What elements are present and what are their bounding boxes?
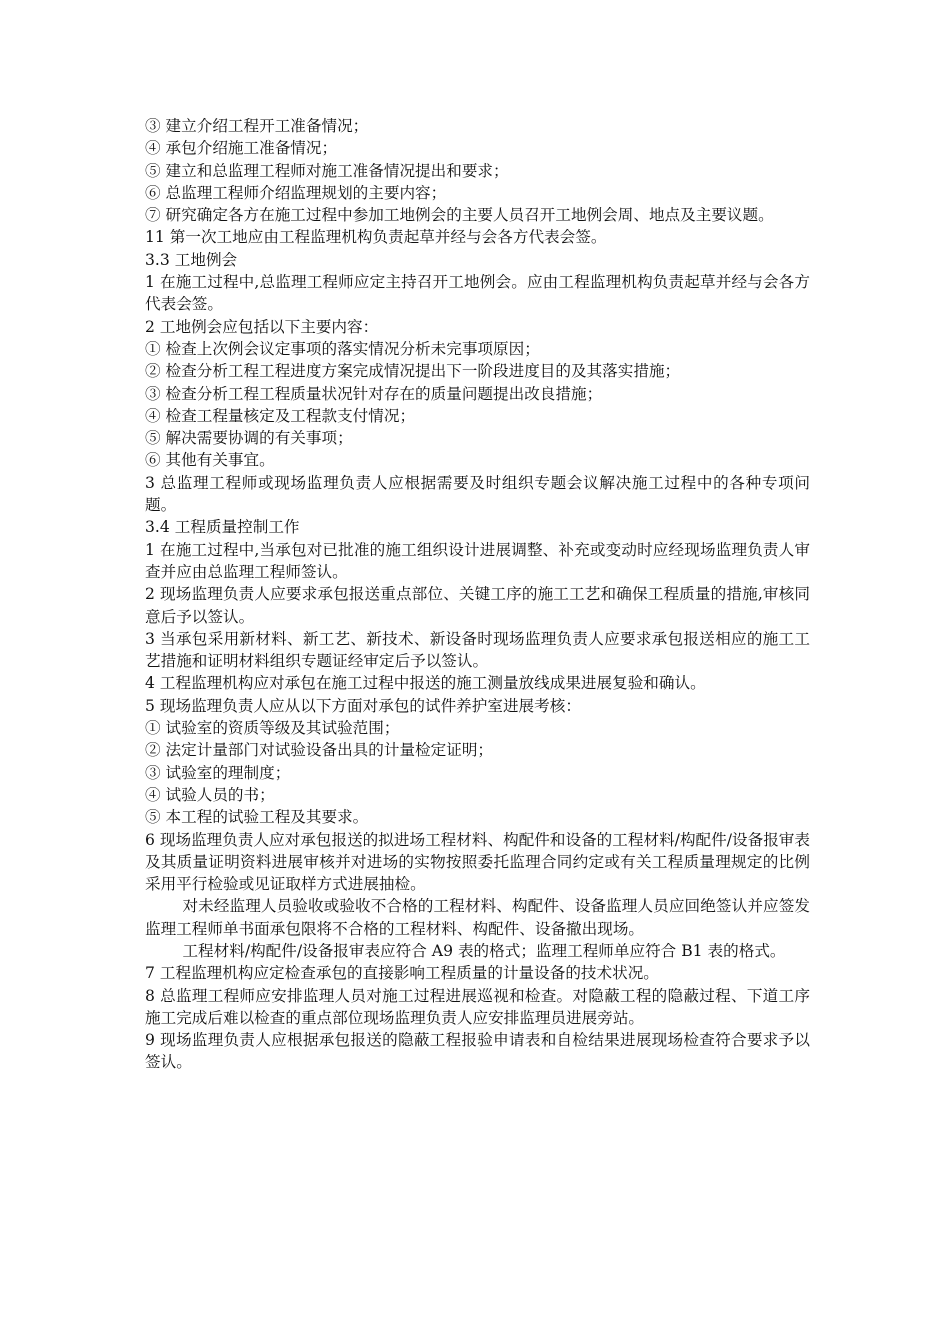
clause-3-4-1: 1 在施工过程中,当承包对已批准的施工组织设计进展调整、补充或变动时应经现场监理负责人审查并应由总监理工程师签认。 <box>145 540 810 581</box>
clause-11: 11 第一次工地应由工程监理机构负责起草并经与会各方代表会签。 <box>145 228 607 247</box>
document-page <box>145 115 810 1074</box>
list-item: ③ 试验室的理制度； <box>145 763 291 782</box>
indented-paragraph: 工程材料/构配件/设备报审表应符合 A9 表的格式；监理工程师单应符合 B1 表的格式。 <box>182 941 786 960</box>
clause-3-3-1: 1 在施工过程中,总监理工程师应定主持召开工地例会。应由工程监理机构负责起草并经与会各方代表会签。 <box>145 273 810 314</box>
clause-3-4-4: 4 工程监理机构应对承包在施工过程中报送的施工测量放线成果进展复验和确认。 <box>145 674 706 693</box>
clause-3-3-2: 2 工地例会应包括以下主要内容： <box>145 317 379 336</box>
list-item: ③ 检查分析工程工程质量状况针对存在的质量问题提出改良措施； <box>145 384 603 403</box>
clause-3-3-3: 3 总监理工程师或现场监理负责人应根据需要及时组织专题会议解决施工过程中的各种专项问题。 <box>145 473 810 515</box>
clause-3-4-6: 6 现场监理负责人应对承包报送的拟进场工程材料、构配件和设备的工程材料/构配件/设备报审表及其质量证明资料进展审核并对进场的实物按照委托监理合同约定或有关工程质量理规定的比例采用平行检验或见证取样方式进展抽检。 <box>145 830 810 894</box>
section-heading-3-4: 3.4 工程质量控制工作 <box>145 518 300 537</box>
list-item: ⑥ 其他有关事宜。 <box>145 451 275 470</box>
list-item: ⑤ 解决需要协调的有关事项； <box>145 429 353 448</box>
list-item: ④ 检查工程量核定及工程款支付情况； <box>145 406 416 425</box>
clause-3-4-9: 9 现场监理负责人应根据承包报送的隐蔽工程报验申请表和自检结果进展现场检查符合要求予以签认。 <box>145 1031 810 1072</box>
indented-paragraph: 对未经监理人员验收或验收不合格的工程材料、构配件、设备监理人员应回绝签认并应签发监理工程师单书面承包限将不合格的工程材料、构配件、设备撤出现场。 <box>145 897 810 938</box>
clause-3-4-2: 2 现场监理负责人应要求承包报送重点部位、关键工序的施工工艺和确保工程质量的措施,审核同意后予以签认。 <box>145 585 810 626</box>
list-item: ② 法定计量部门对试验设备出具的计量检定证明； <box>145 741 494 760</box>
list-item-3: ③ 建立介绍工程开工准备情况； <box>145 117 369 135</box>
list-item: ④ 试验人员的书； <box>145 785 275 804</box>
clause-3-4-5: 5 现场监理负责人应从以下方面对承包的试件养护室进展考核： <box>145 696 581 715</box>
list-item-6: ⑥ 总监理工程师介绍监理规划的主要内容； <box>145 183 447 202</box>
list-item: ⑤ 本工程的试验工程及其要求。 <box>145 808 369 827</box>
clause-3-4-7: 7 工程监理机构应定检查承包的直接影响工程质量的计量设备的技术状况。 <box>145 964 659 983</box>
list-item-7: ⑦ 研究确定各方在施工过程中参加工地例会的主要人员召开工地例会周、地点及主要议题。 <box>145 206 774 225</box>
section-heading-3-3: 3.3 工地例会 <box>145 250 238 269</box>
clause-3-4-3: 3 当承包采用新材料、新工艺、新技术、新设备时现场监理负责人应要求承包报送相应的施工工艺措施和证明材料组织专题证经审定后予以签认。 <box>145 629 810 671</box>
list-item-4: ④ 承包介绍施工准备情况； <box>145 139 338 158</box>
list-item-5: ⑤ 建立和总监理工程师对施工准备情况提出和要求； <box>145 161 509 180</box>
list-item: ② 检查分析工程工程进度方案完成情况提出下一阶段进度目的及其落实措施； <box>145 362 681 381</box>
clause-3-4-8: 8 总监理工程师应安排监理人员对施工过程进展巡视和检查。对隐蔽工程的隐蔽过程、下道工序施工完成后难以检查的重点部位现场监理负责人应安排监理员进展旁站。 <box>145 986 810 1027</box>
list-item: ① 试验室的资质等级及其试验范围； <box>145 719 400 738</box>
list-item: ① 检查上次例会议定事项的落实情况分析未完事项原因； <box>145 339 540 358</box>
